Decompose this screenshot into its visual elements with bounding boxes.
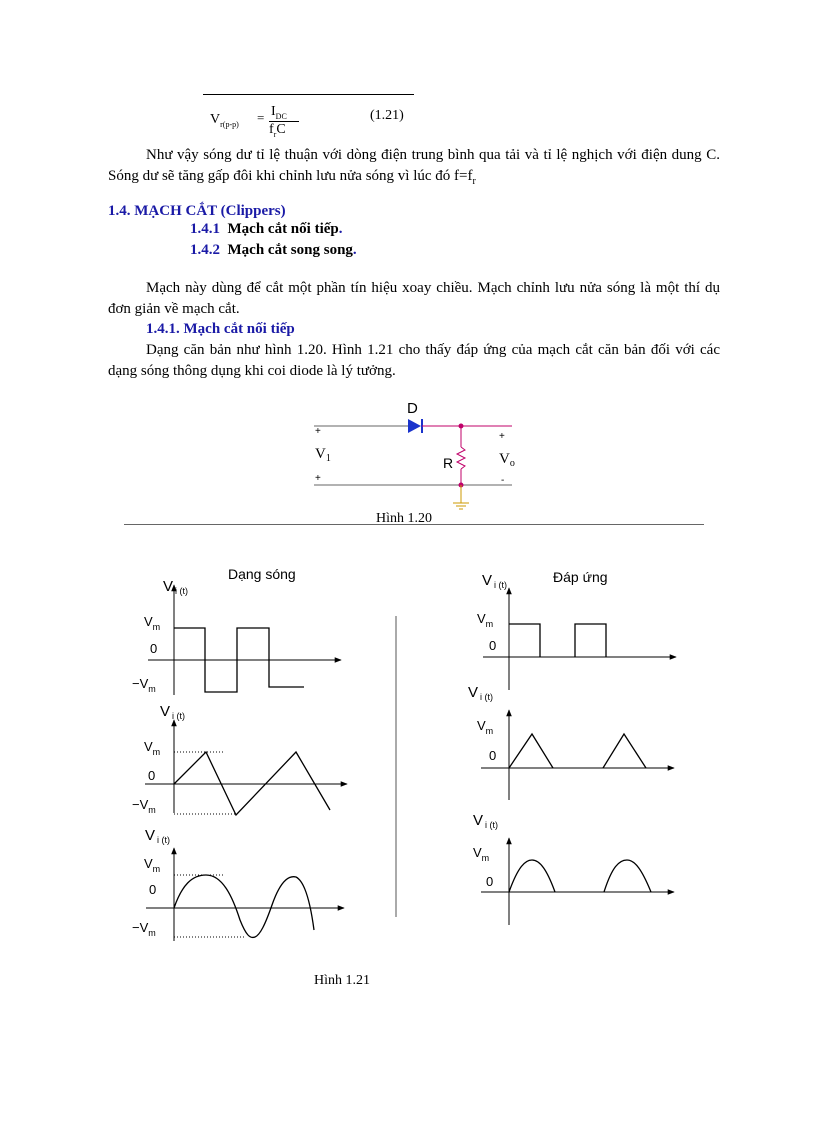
paragraph-clipper-intro: Mạch này dùng để cắt một phần tín hiệu xoay chiều. Mạch chỉnh lưu nửa sóng là một thí dụ đơn giản về mạch cắt.: [108, 280, 720, 317]
toc-item-parallel-num: 1.4.2: [190, 242, 220, 258]
label-neg-vm: $-V_m$: [132, 920, 156, 938]
figure-1-21-caption: Hình 1.21: [314, 973, 370, 988]
diode-symbol: [408, 419, 421, 433]
formula-denominator-sub: r: [273, 129, 277, 139]
vout-label: [499, 451, 515, 469]
subheading-series: 1.4.1. Mạch cắt nối tiếp: [146, 321, 295, 337]
left-square-panel: [132, 578, 341, 695]
label-zero: 0: [148, 768, 156, 783]
right-title: Đáp ứng: [553, 569, 608, 585]
vin-label-main: V: [315, 446, 326, 462]
label-vm: $V_m$: [477, 611, 494, 629]
section-heading: 1.4. MẠCH CẮT (Clippers): [108, 203, 286, 219]
toc-item-series-num: 1.4.1: [190, 221, 220, 237]
right-triangle-panel: [468, 684, 674, 800]
label-vm: $V_m$: [473, 845, 490, 863]
paragraph-ripple-text: Như vậy sóng dư tỉ lệ thuận với dòng điện trung bình qua tải và tỉ lệ nghịch với điện dung C. Sóng dư sẽ tăng gấp đôi khi chỉnh lưu nửa sóng vì lúc đó f=f: [108, 147, 720, 184]
toc-item-series[interactable]: [190, 221, 342, 238]
vin-label-sub: 1: [325, 453, 331, 464]
formula-lhs-sub: r(p-p): [220, 119, 239, 129]
label-neg-vm: $-V_m$: [132, 797, 156, 815]
sine-response: [509, 860, 555, 892]
formula-numerator: I: [271, 104, 276, 119]
paragraph-ripple-sub: r: [472, 176, 476, 187]
right-square-panel: [477, 572, 676, 690]
triangle-response-2: [603, 734, 646, 768]
label-zero: 0: [486, 874, 494, 889]
vout-label-sub: o: [509, 458, 515, 469]
diode-label: D: [407, 400, 418, 417]
toc-item-parallel-label: Mạch cắt song song: [227, 242, 353, 258]
label-v: V $_{i (t)}$: [160, 703, 186, 721]
sine-wave: [174, 875, 314, 937]
label-vm: $V_m$: [144, 856, 161, 874]
vout-label-main: V: [499, 451, 510, 467]
formula-denominator-c: C: [276, 122, 286, 137]
formula-denominator-f: f: [269, 122, 274, 137]
formula: [210, 100, 420, 145]
vin-label: [315, 446, 331, 464]
paragraph-ripple: [108, 145, 720, 192]
toc-item-parallel-punct: .: [352, 242, 357, 258]
figure-1-21-waveforms: [100, 555, 700, 955]
label-v: V $_{i (t)}$: [473, 812, 499, 830]
label-zero: 0: [149, 882, 157, 897]
label-zero: 0: [489, 638, 497, 653]
formula-lhs: V: [210, 112, 221, 127]
label-zero: 0: [150, 641, 158, 656]
equation-number: (1.21): [370, 108, 404, 123]
label-vm: $V_m$: [477, 718, 494, 736]
triangle-response: [509, 734, 553, 768]
square-response: [509, 624, 540, 657]
label-v: V $_{i (t)}$: [145, 827, 171, 845]
toc-item-series-label: Mạch cắt nối tiếp: [227, 221, 339, 237]
sine-response-2: [604, 860, 651, 892]
right-sine-panel: [473, 812, 674, 925]
vout-plus: +: [499, 431, 505, 442]
label-v: V $_{i (t)}$: [163, 578, 189, 596]
label-v: V $_{i (t)}$: [468, 684, 494, 702]
left-title: Dạng sóng: [228, 566, 296, 582]
formula-equals: =: [257, 110, 265, 125]
formula-numerator-sub: DC: [275, 111, 287, 121]
vout-minus: -: [501, 475, 505, 486]
resistor-label: R: [443, 455, 454, 471]
paragraph-figure-ref: Dạng căn bản như hình 1.20. Hình 1.21 cho thấy đáp ứng của mạch cắt căn bản đối với các dạng sóng thông dụng khi coi diode là lý tưởng.: [108, 342, 720, 379]
figure-1-20-caption: Hình 1.20: [376, 511, 432, 526]
left-sine-panel: [132, 827, 344, 941]
label-v: V $_{i (t)}$: [482, 572, 508, 590]
resistor-symbol: [457, 447, 465, 469]
label-neg-vm: $-V_m$: [132, 676, 156, 694]
toc-item-parallel[interactable]: [190, 242, 357, 259]
square-response-2: [575, 624, 606, 657]
label-zero: 0: [489, 748, 497, 763]
vin-minus: +: [315, 473, 321, 484]
formula-top-rule: [203, 94, 414, 95]
toc-item-series-punct: .: [338, 221, 343, 237]
label-vm: $V_m$: [144, 614, 161, 632]
left-triangle-panel: [132, 703, 347, 815]
label-vm: $V_m$: [144, 739, 161, 757]
vin-plus: +: [315, 426, 321, 437]
figure-divider: [124, 524, 704, 525]
figure-1-20-circuit: [300, 395, 530, 525]
